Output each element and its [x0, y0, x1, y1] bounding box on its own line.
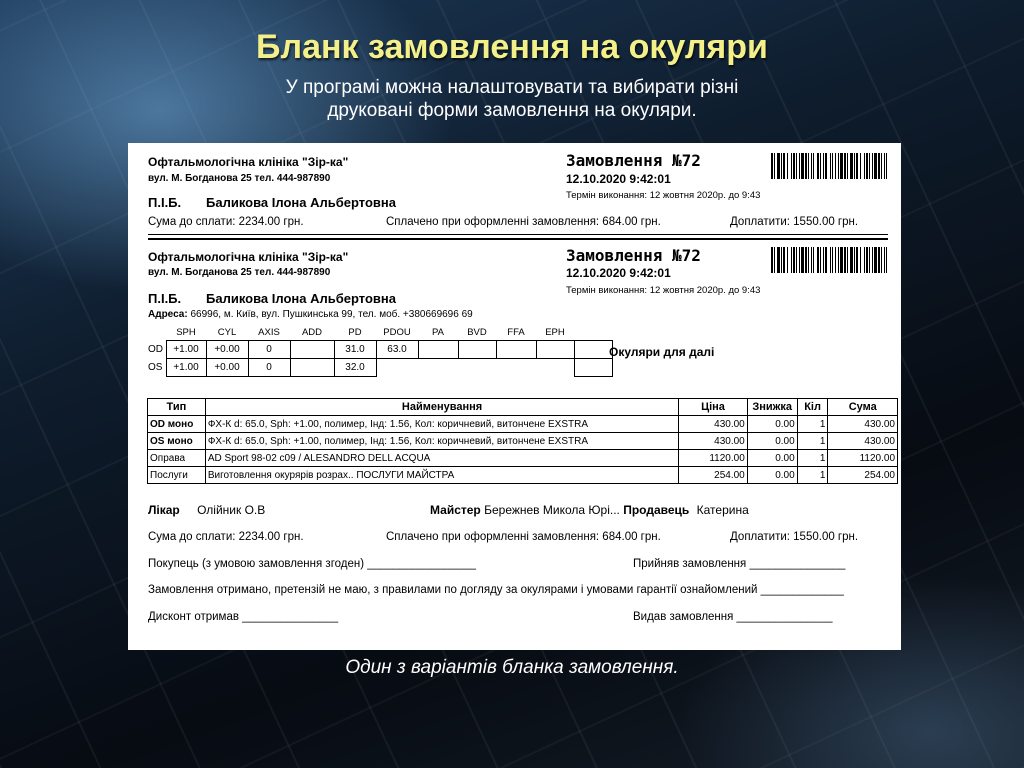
items-header-row: [148, 399, 898, 416]
rx-header: CYL: [217, 327, 237, 338]
table-row: [148, 467, 898, 484]
rx-cell: [536, 359, 574, 377]
discount-signature: Дисконт отримав _______________: [148, 611, 339, 623]
sum-to-pay: Сума до сплати: 2234.00 грн.: [148, 216, 304, 228]
pib-label: П.І.Б.: [148, 291, 182, 306]
rx-cell: [458, 359, 496, 377]
clinic-address: вул. М. Богданова 25 тел. 444-987890: [148, 267, 331, 278]
sum-to-pay: Сума до сплати: 2234.00 грн.: [148, 531, 304, 543]
item-price: 1120.00: [679, 450, 748, 467]
item-sum: 430.00: [828, 433, 898, 450]
rx-header-eye: [148, 325, 166, 341]
order-date: 12.10.2020 9:42:01: [566, 266, 671, 280]
order-deadline: Термін виконання: 12 жовтня 2020р. до 9:43: [566, 190, 761, 201]
rx-cell: +0.00: [206, 359, 248, 377]
paid-amount: Сплачено при оформленні замовлення: 684.00 грн.: [386, 531, 661, 543]
pib-value: Баликова Ілона Альбертовна: [206, 291, 396, 306]
master-field: [430, 503, 749, 517]
extra-pay: Доплатити: 1550.00 грн.: [730, 531, 859, 543]
item-price: 254.00: [679, 467, 748, 484]
item-qty: 1: [797, 433, 828, 450]
master-value: Бережнев Микола Юрі...: [484, 503, 620, 517]
prescription-table: [148, 325, 613, 377]
doctor-label: Лікар: [148, 503, 180, 517]
rx-header: EPH: [545, 327, 565, 338]
clinic-name: Офтальмологічна клініка "Зір-ка": [148, 250, 349, 264]
rx-cell: +0.00: [206, 341, 248, 359]
rx-header: PA: [432, 327, 444, 338]
item-name: ФХ-К d: 65.0, Sph: +1.00, полимер, Інд: 1.56, Кол: коричневий, витончене EXSTRA: [205, 416, 678, 433]
paid-amount: Сплачено при оформленні замовлення: 684.00 грн.: [386, 216, 661, 228]
items-header-sum: Сума: [828, 399, 898, 416]
rx-eye: OD: [148, 344, 163, 355]
item-discount: 0.00: [747, 416, 797, 433]
rx-cell: [418, 341, 458, 359]
subtitle-line-2: друковані форми замовлення на окуляри.: [327, 100, 697, 121]
cut-line: [148, 234, 888, 235]
master-label: Майстер: [430, 503, 481, 517]
rx-cell: +1.00: [166, 341, 206, 359]
barcode: [771, 247, 889, 273]
rx-cell: [536, 341, 574, 359]
rx-row-os: [148, 359, 612, 377]
item-sum: 430.00: [828, 416, 898, 433]
rx-cell: 31.0: [334, 341, 376, 359]
table-row: [148, 433, 898, 450]
items-header-type: Тип: [148, 399, 206, 416]
items-header-name: Найменування: [205, 399, 678, 416]
item-name: ФХ-К d: 65.0, Sph: +1.00, полимер, Інд: 1.56, Кол: коричневий, витончене EXSTRA: [205, 433, 678, 450]
rx-header: PDOU: [383, 327, 411, 338]
slide-title: Бланк замовлення на окуляри: [256, 28, 768, 66]
rx-cell: [574, 341, 612, 359]
items-table: [147, 398, 898, 484]
client-address: [148, 309, 473, 320]
rx-cell: 0: [248, 359, 290, 377]
item-name: Виготовлення окурярів розрах.. ПОСЛУГИ МАЙСТРА: [205, 467, 678, 484]
item-sum: 1120.00: [828, 450, 898, 467]
rx-header: PD: [348, 327, 362, 338]
rx-cell: [376, 359, 418, 377]
rx-cell: [290, 359, 334, 377]
rx-header-extra: [574, 325, 612, 341]
items-header-price: Ціна: [679, 399, 748, 416]
order-title: Замовлення №72: [566, 246, 701, 265]
table-row: [148, 450, 898, 467]
seller-value: Катерина: [696, 503, 749, 517]
item-type: OD моно: [148, 416, 206, 433]
item-qty: 1: [797, 467, 828, 484]
rx-header: ADD: [301, 327, 323, 338]
seller-label: Продавець: [623, 503, 690, 517]
order-title: Замовлення №72: [566, 151, 701, 170]
pib-value: Баликова Ілона Альбертовна: [206, 195, 396, 210]
order-date: 12.10.2020 9:42:01: [566, 172, 671, 186]
rx-cell: [290, 341, 334, 359]
items-header-qty: Кіл: [797, 399, 828, 416]
item-sum: 254.00: [828, 467, 898, 484]
rx-cell: 32.0: [334, 359, 376, 377]
buyer-signature: Покупець (з умовою замовлення згоден) _________________: [148, 558, 476, 570]
address-label: Адреса:: [148, 309, 188, 320]
lens-purpose: Окуляри для далі: [609, 345, 715, 359]
extra-pay: Доплатити: 1550.00 грн.: [730, 216, 859, 228]
cut-line-thick: [148, 238, 888, 240]
doctor-field: [148, 503, 265, 517]
subtitle-line-1: У програмі можна налаштовувати та вибирати різні: [285, 77, 739, 98]
rx-cell: [496, 359, 536, 377]
items-header-discount: Знижка: [747, 399, 797, 416]
rx-header: FFA: [507, 327, 525, 338]
clinic-address: вул. М. Богданова 25 тел. 444-987890: [148, 173, 331, 184]
order-form: [128, 143, 901, 650]
barcode: [771, 153, 889, 179]
rx-eye: OS: [148, 362, 163, 373]
rx-cell: 63.0: [376, 341, 418, 359]
item-type: Послуги: [148, 467, 206, 484]
rx-cell: [574, 359, 612, 377]
rx-cell: [418, 359, 458, 377]
item-discount: 0.00: [747, 467, 797, 484]
item-qty: 1: [797, 450, 828, 467]
item-price: 430.00: [679, 416, 748, 433]
clinic-name: Офтальмологічна клініка "Зір-ка": [148, 155, 349, 169]
rx-header: SPH: [176, 327, 196, 338]
pib-label: П.І.Б.: [148, 195, 182, 210]
table-row: [148, 416, 898, 433]
rx-cell: 0: [248, 341, 290, 359]
doctor-value: Олійник О.В: [197, 503, 266, 517]
slide-subtitle: [0, 76, 1024, 122]
address-value: 66996, м. Київ, вул. Пушкинська 99, тел. моб. +380669696 69: [190, 309, 473, 320]
item-price: 430.00: [679, 433, 748, 450]
issued-signature: Видав замовлення _______________: [633, 611, 833, 623]
order-deadline: Термін виконання: 12 жовтня 2020р. до 9:43: [566, 285, 761, 296]
rx-row-od: [148, 341, 612, 359]
slide-caption: Один з варіантів бланка замовлення.: [345, 657, 679, 678]
rx-cell: [496, 341, 536, 359]
item-type: Оправа: [148, 450, 206, 467]
rx-header: BVD: [467, 327, 487, 338]
rx-header-row: [148, 325, 612, 341]
item-qty: 1: [797, 416, 828, 433]
item-discount: 0.00: [747, 450, 797, 467]
item-type: OS моно: [148, 433, 206, 450]
rx-cell: [458, 341, 496, 359]
rx-cell: +1.00: [166, 359, 206, 377]
received-signature: Замовлення отримано, претензій не маю, з правилами по догляду за окулярами і умовами гарантії ознайомлений _____________: [148, 584, 844, 596]
item-discount: 0.00: [747, 433, 797, 450]
rx-header: AXIS: [258, 327, 280, 338]
accepted-signature: Прийняв замовлення _______________: [633, 558, 846, 570]
item-name: AD Sport 98-02 c09 / ALESANDRO DELL ACQUA: [205, 450, 678, 467]
